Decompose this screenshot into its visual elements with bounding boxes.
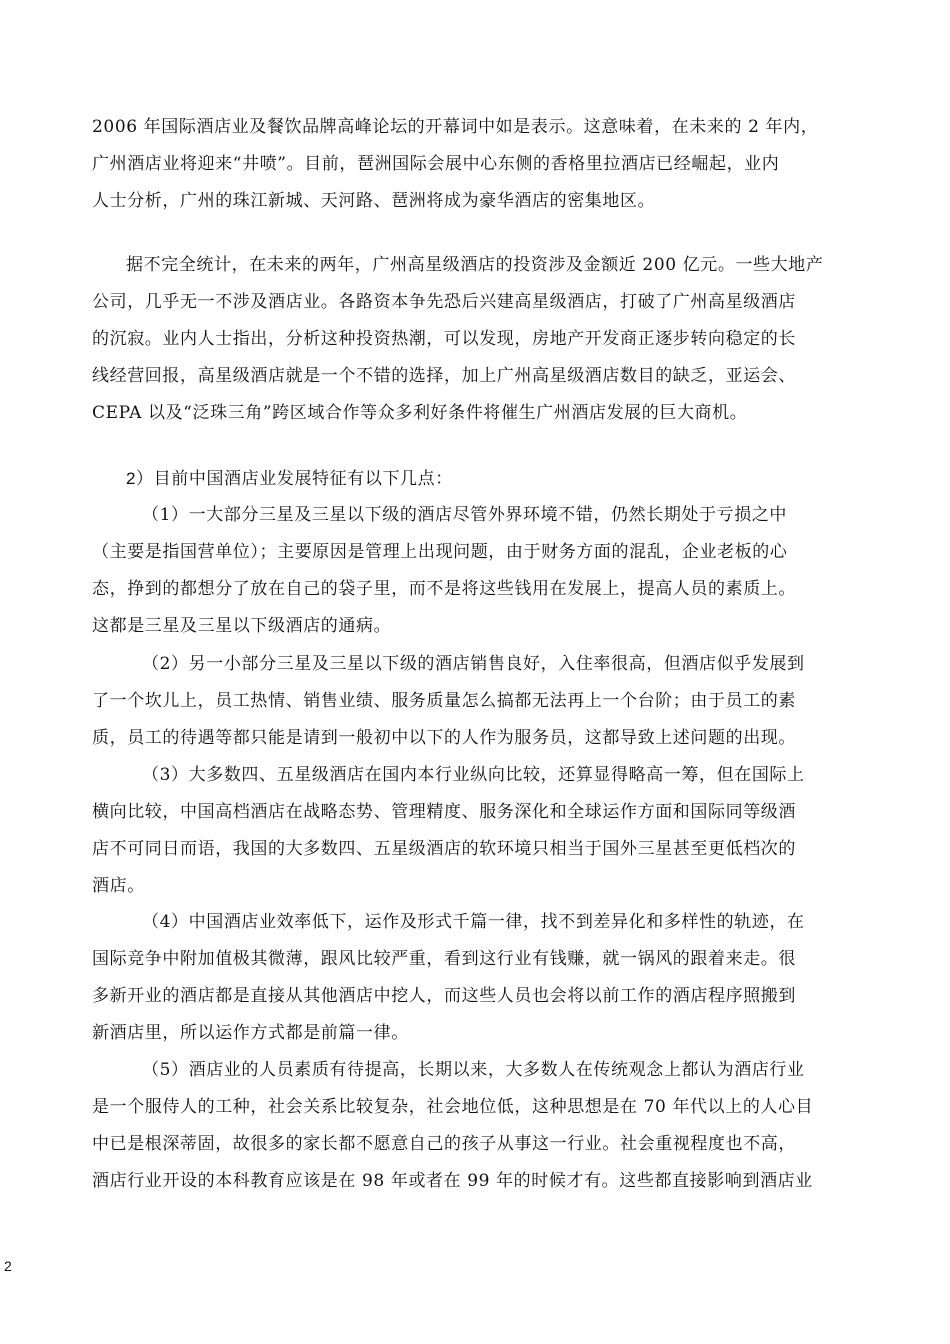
text-line: 广州酒店业将迎来“井喷”。目前，琶洲国际会展中心东侧的香格里拉酒店已经崛起，业内 (92, 154, 780, 174)
text-line: （2）另一小部分三星及三星以下级的酒店销售良好，入住率很高，但酒店似乎发展到 (142, 654, 805, 674)
text-line: 公司，几乎无一不涉及酒店业。各路资本争先恐后兴建高星级酒店，打破了广州高星级酒店 (92, 292, 796, 312)
text-line: （主要是指国营单位）；主要原因是管理上出现问题，由于财务方面的混乱，企业老板的心 (92, 542, 788, 562)
page-number: 2 (4, 1258, 12, 1274)
text-line: 是一个服侍人的工种，社会关系比较复杂，社会地位低，这种思想是在 70 年代以上的人心目 (92, 1097, 814, 1117)
text-line: （4）中国酒店业效率低下，运作及形式千篇一律，找不到差异化和多样性的轨迹，在 (142, 912, 805, 932)
section-heading (92, 460, 872, 497)
text-line: 店不可同日而语，我国的大多数四、五星级酒店的软环境只相当于国外三星甚至更低档次的 (92, 839, 796, 859)
text-line: 国际竞争中附加值极其微薄，跟风比较严重，看到这行业有钱赚，就一锅风的跟着来走。很 (92, 949, 796, 969)
paragraph-investment (92, 247, 872, 432)
text-line: 这都是三星及三星以下级酒店的通病。 (92, 616, 392, 636)
text-line: （3）大多数四、五星级酒店在国内本行业纵向比较，还算显得略高一筹，但在国际上 (142, 765, 805, 785)
text-line: 新酒店里，所以运作方式都是前篇一律。 (92, 1023, 409, 1043)
text-line: 线经营回报，高星级酒店就是一个不错的选择，加上广州高星级酒店数目的缺乏，亚运会、 (92, 366, 796, 386)
list-item-4 (92, 904, 872, 1052)
text-line: CEPA 以及“泛珠三角”跨区域合作等众多利好条件将催生广州酒店发展的巨大商机。 (92, 403, 748, 423)
paragraph-intro (92, 109, 872, 220)
text-line: 多新开业的酒店都是直接从其他酒店中挖人，而这些人员也会将以前工作的酒店程序照搬到 (92, 986, 796, 1006)
text-line: 据不完全统计，在未来的两年，广州高星级酒店的投资涉及金额近 200 亿元。一些大地产 (126, 255, 824, 275)
section-title: 2）目前中国酒店业发展特征有以下几点： (126, 469, 453, 488)
list-item-3 (92, 757, 872, 905)
text-line: 人士分析，广州的珠江新城、天河路、琶洲将成为豪华酒店的密集地区。 (92, 191, 656, 211)
text-line: 酒店行业开设的本科教育应该是在 98 年或者在 99 年的时候才有。这些都直接影响到酒店业 (92, 1171, 813, 1191)
list-item-2 (92, 646, 872, 757)
text-line: 质，员工的待遇等都只能是请到一般初中以下的人作为服务员，这都导致上述问题的出现。 (92, 728, 796, 748)
text-line: 的沉寂。业内人士指出，分析这种投资热潮，可以发现，房地产开发商正逐步转向稳定的长 (92, 329, 796, 349)
text-line: （1）一大部分三星及三星以下级的酒店尽管外界环境不错，仍然长期处于亏损之中 (142, 505, 788, 525)
text-line: 2006 年国际酒店业及餐饮品牌高峰论坛的开幕词中如是表示。这意味着，在未来的 2 年内， (92, 117, 819, 137)
text-line: 酒店。 (92, 876, 145, 896)
list-item-1 (92, 497, 872, 645)
text-line: （5）酒店业的人员素质有待提高，长期以来，大多数人在传统观念上都认为酒店行业 (142, 1060, 805, 1080)
list-item-5 (92, 1052, 872, 1200)
text-line: 中已是根深蒂固，故很多的家长都不愿意自己的孩子从事这一行业。社会重视程度也不高， (92, 1134, 796, 1154)
text-line: 态，挣到的都想分了放在自己的袋子里，而不是将这些钱用在发展上，提高人员的素质上。 (92, 579, 796, 599)
text-line: 了一个坎儿上，员工热情、销售业绩、服务质量怎么搞都无法再上一个台阶；由于员工的素 (92, 691, 796, 711)
text-line: 横向比较，中国高档酒店在战略态势、管理精度、服务深化和全球运作方面和国际同等级酒 (92, 802, 796, 822)
